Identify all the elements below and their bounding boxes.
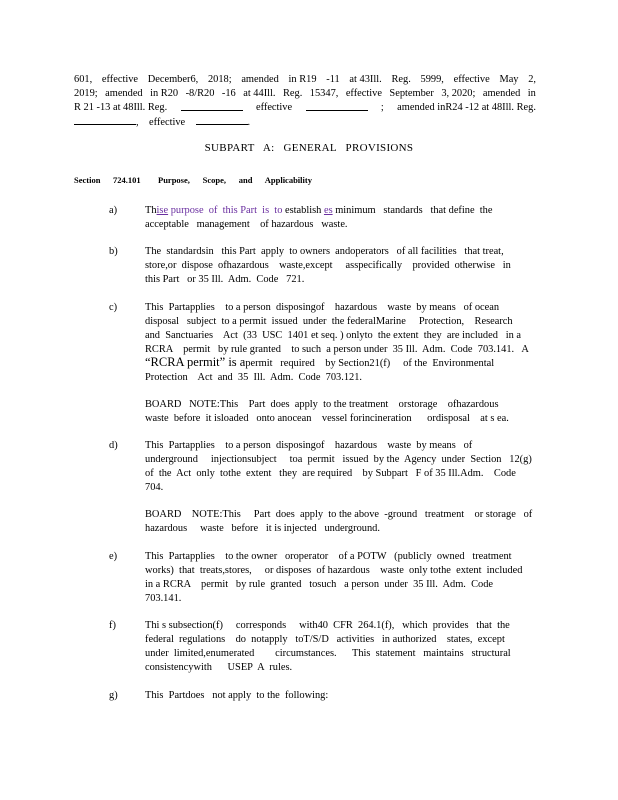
para-g-line-1: This Partdoes not apply to the following: — [145, 690, 329, 701]
para-b-line-3: this Part or 35 Ill. Adm. Code 721. — [145, 274, 305, 285]
label-f: f) — [109, 620, 116, 631]
para-d-line-1: This Partapplies to a person disposingof hazardous waste by means of — [145, 440, 473, 451]
para-c-line-1: This Partapplies to a person disposingof hazardous waste by means of ocean — [145, 302, 500, 313]
blank-line — [196, 115, 248, 125]
para-f-line-4: consistencywith USEP A rules. — [145, 662, 293, 673]
history-line-3: R 21 -13 at 48Ill. Reg. effective ; amended inR24 -12 at 48Ill. Reg. — [74, 102, 536, 113]
blank-line — [306, 101, 368, 111]
para-c-line-5: “RCRA permit” is apermit required by Section21(f) of the Environmental — [145, 355, 495, 369]
rcra-permit-term: “RCRA permit” is a — [145, 355, 246, 369]
label-a: a) — [109, 205, 118, 216]
para-c-line-2: disposal subject to a permit issued under the federalMarine Protection, Research — [145, 316, 513, 327]
para-d-note-line-2: hazardous waste before it is injected underground. — [145, 523, 380, 534]
para-d-line-2: underground injectionsubject toa permit issued by the Agency under Section 12(g) — [145, 454, 532, 465]
section-word: Section — [74, 175, 101, 185]
para-d-line-4: 704. — [145, 482, 164, 493]
section-number: 724.101 — [113, 175, 141, 185]
blank-line — [181, 101, 243, 111]
label-b: b) — [109, 246, 118, 257]
para-c-note-line-1: BOARD NOTE:This Part does apply to the treatment orstorage ofhazardous — [145, 399, 499, 410]
history-line-1: 601, effective December6, 2018; amended in R19 -11 at 43Ill. Reg. 5999, effective May 2, — [74, 74, 536, 85]
para-e-line-3: in a RCRA permit by rule granted tosuch a person under 35 Ill. Adm. Code — [145, 579, 494, 590]
para-c-line-6: Protection Act and 35 Ill. Adm. Code 703.121. — [145, 372, 363, 383]
para-d-line-3: of the Act only tothe extent they are required by Subpart F of 35 Ill.Adm. Code — [145, 468, 516, 479]
history-line-2: 2019; amended in R20 -8/R20 -16 at 44Ill. Reg. 15347, effective September 3, 2020; amended in — [74, 88, 536, 99]
label-d: d) — [109, 440, 118, 451]
para-a-line-1: Thise purpose of this Part is to establish es minimum standards that define the — [145, 205, 493, 216]
blank-line — [74, 115, 136, 125]
para-e-line-2: works) that treats,stores, or disposes of hazardous waste only tothe extent included — [145, 565, 523, 576]
para-d-note-line-1: BOARD NOTE:This Part does apply to the above -ground treatment or storage of — [145, 509, 533, 520]
para-f-line-3: under limited,enumerated circumstances. This statement maintains structural — [145, 648, 511, 659]
section-title: Purpose, Scope, and Applicability — [158, 175, 312, 185]
history-line-4: , effective . — [74, 115, 250, 129]
label-c: c) — [109, 302, 118, 313]
para-e-line-1: This Partapplies to the owner oroperator of a POTW (publicly owned treatment — [145, 551, 512, 562]
para-c-line-3: and Sanctuaries Act (33 USC 1401 et seq. ) onlyto the extent they are included in a — [145, 330, 521, 341]
para-c-line-4: RCRA permit by rule granted to such a person under 35 Ill. Adm. Code 703.141. A — [145, 344, 529, 355]
label-e: e) — [109, 551, 118, 562]
para-a-line-2: acceptable management of hazardous waste. — [145, 219, 348, 230]
para-f-line-2: federal regulations do notapply toT/S/D activities in authorized states, except — [145, 634, 505, 645]
para-c-note-line-2: waste before it isloaded onto anocean vessel forincineration ordisposal at s ea. — [145, 413, 509, 424]
subpart-heading: SUBPART A: GENERAL PROVISIONS — [204, 142, 414, 154]
para-b-line-2: store,or dispose ofhazardous waste,except asspecifically provided otherwise in — [145, 260, 511, 271]
label-g: g) — [109, 690, 118, 701]
para-e-line-4: 703.141. — [145, 593, 182, 604]
para-b-line-1: The standardsin this Part apply to owners andoperators of all facilities that treat, — [145, 246, 504, 257]
para-f-line-1: Thi s subsection(f) corresponds with40 CFR 264.1(f), which provides that the — [145, 620, 510, 631]
